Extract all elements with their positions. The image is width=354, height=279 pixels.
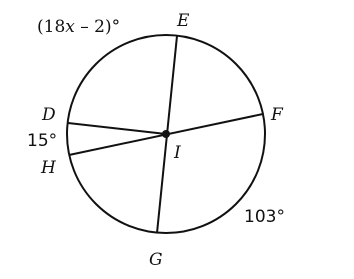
label-point-i: I [174,143,181,163]
arc-measure-dh: 15° [27,131,58,151]
arc-measure-fg: 103° [244,207,285,227]
segment-dI [68,123,166,134]
label-point-f: F [271,105,283,125]
label-point-h: H [41,158,56,178]
label-point-d: D [42,105,56,125]
label-point-e: E [177,11,190,31]
center-point-i [162,130,170,138]
arc-expression: (18x – 2)° [37,17,121,37]
label-point-g: G [149,250,163,270]
